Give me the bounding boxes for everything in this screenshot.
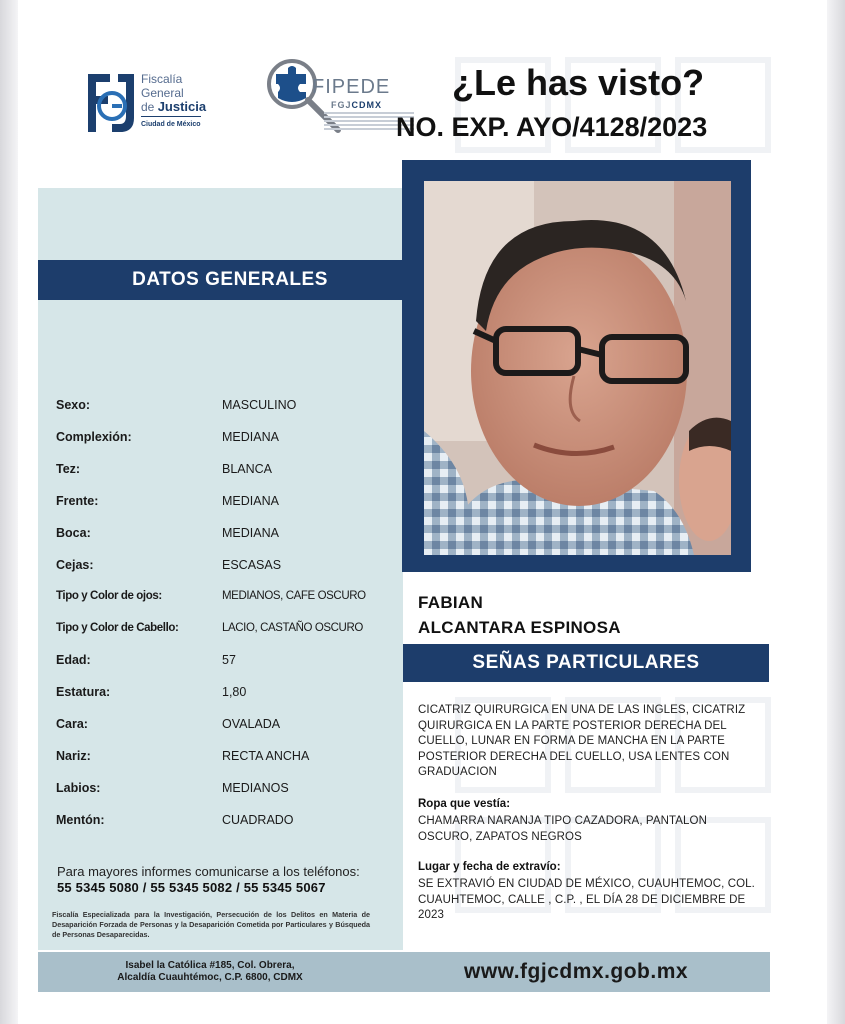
datos-value: MEDIANOS: [222, 781, 289, 795]
datos-value: MEDIANA: [222, 526, 279, 540]
fipede-sub-bold: CDMX: [351, 100, 383, 110]
datos-label: Boca:: [56, 526, 91, 540]
datos-label: Sexo:: [56, 398, 91, 412]
person-last-name: ALCANTARA ESPINOSA: [418, 618, 621, 637]
datos-label: Tez:: [56, 462, 81, 476]
fgj-logo-text: [141, 72, 206, 132]
fgj-logo-icon: [84, 68, 138, 138]
fgj-line3-prefix: de: [141, 100, 158, 114]
website-link[interactable]: www.fgjcdmx.gob.mx: [464, 960, 689, 983]
datos-label: Frente:: [56, 494, 99, 508]
datos-value: MEDIANA: [222, 430, 279, 444]
datos-label: Estatura:: [56, 685, 111, 699]
datos-value: LACIO, CASTAÑO OSCURO: [222, 622, 363, 634]
datos-value: MEDIANA: [222, 494, 279, 508]
fipede-sub-prefix: FGJ: [331, 100, 352, 110]
datos-value: RECTA ANCHA: [222, 749, 310, 763]
senas-heading: SEÑAS PARTICULARES: [403, 644, 769, 682]
datos-label: Labios:: [56, 781, 101, 795]
contact-intro: Para mayores informes comunicarse a los teléfonos:: [57, 864, 360, 879]
ropa-label: Ropa que vestía:: [418, 798, 511, 810]
datos-value: MASCULINO: [222, 398, 297, 412]
person-photo: [424, 181, 731, 555]
senas-text: CICATRIZ QUIRURGICA EN UNA DE LAS INGLES, CICATRIZ QUIRURGICA EN LA PARTE POSTERIOR DERECHA DEL CUELLO, LUNAR EN FORMA DE MANCHA EN LA PARTE POSTERIOR DERECHA DEL CUELLO, USA LENTES CON GRADUACION: [418, 704, 746, 778]
fipede-subtitle: [331, 100, 382, 110]
datos-value: OVALADA: [222, 717, 281, 731]
datos-value: 1,80: [222, 685, 247, 699]
lugar-label: Lugar y fecha de extravío:: [418, 861, 561, 873]
footer-address: [60, 960, 360, 984]
datos-label: Cara:: [56, 717, 88, 731]
datos-value: 57: [222, 653, 236, 667]
person-name: [418, 590, 621, 640]
fgj-line1: Fiscalía: [141, 72, 183, 86]
datos-generales-heading: DATOS GENERALES: [38, 260, 422, 300]
expediente-number: NO. EXP. AYO/4128/2023: [396, 112, 708, 142]
datos-label: Tipo y Color de ojos:: [56, 590, 162, 602]
fgj-line4: Ciudad de México: [141, 116, 201, 132]
ropa-text: CHAMARRA NARANJA TIPO CAZADORA, PANTALON OSCURO, ZAPATOS NEGROS: [418, 815, 707, 843]
datos-label: Complexión:: [56, 430, 132, 444]
fipede-title: FIPEDE: [312, 76, 391, 98]
datos-value: MEDIANOS, CAFE OSCURO: [222, 590, 366, 602]
contact-phones: 55 5345 5080 / 55 5345 5082 / 55 5345 5067: [57, 880, 326, 895]
fiscalia-note: Fiscalía Especializada para la Investigación, Persecución de los Delitos en Materia de Desaparición Forzada de Personas y la Desaparición Cometida por Particulares y Búsqueda de Personas Desaparecidas.: [52, 910, 370, 939]
address-line1: Isabel la Católica #185, Col. Obrera,: [125, 960, 295, 971]
datos-value: BLANCA: [222, 462, 273, 476]
fgj-line2: General: [141, 86, 184, 100]
datos-label: Cejas:: [56, 558, 94, 572]
datos-value: CUADRADO: [222, 813, 294, 827]
datos-label: Tipo y Color de Cabello:: [56, 622, 179, 634]
page-margin-left: [0, 0, 18, 1024]
datos-label: Edad:: [56, 653, 91, 667]
address-line2: Alcaldía Cuauhtémoc, C.P. 6800, CDMX: [117, 972, 303, 983]
datos-value: ESCASAS: [222, 558, 282, 572]
datos-label: Mentón:: [56, 813, 105, 827]
lugar-text: SE EXTRAVIÓ EN CIUDAD DE MÉXICO, CUAUHTEMOC, COL. CUAUHTEMOC, CALLE , C.P. , EL DÍA 28 DE DICIEMBRE DE 2023: [418, 878, 755, 921]
fgj-line3-bold: Justicia: [157, 99, 207, 114]
person-first-name: FABIAN: [418, 593, 484, 612]
page-margin-right: [827, 0, 845, 1024]
datos-label: Nariz:: [56, 749, 91, 763]
page-title: ¿Le has visto?: [452, 62, 705, 103]
